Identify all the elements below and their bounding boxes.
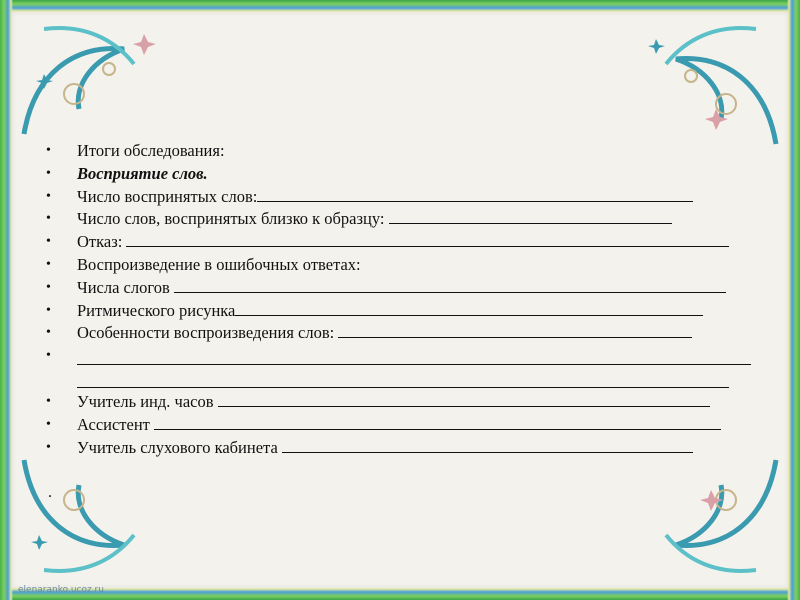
- list-item: • Отказ:: [40, 231, 760, 254]
- list-item: [40, 345, 760, 391]
- list-item: • Число слов, воспринятых близко к образцу:: [40, 208, 760, 231]
- list-item: • Ассистент: [40, 414, 760, 437]
- list-item: • Числа слогов: [40, 277, 760, 300]
- corner-ornament-top-left: [14, 14, 184, 154]
- list-item: • Ритмического рисунка: [40, 300, 760, 323]
- list-item: • Учитель инд. часов: [40, 391, 760, 414]
- list-item: • Число воспринятых слов:: [40, 186, 760, 209]
- list-item: • Воспроизведение в ошибочных ответах:: [40, 254, 760, 277]
- list-item: • Особенности воспроизведения слов:: [40, 322, 760, 345]
- list-item: • Учитель слухового кабинета: [40, 437, 760, 460]
- list-item: • Восприятие слов.: [40, 163, 760, 186]
- list-item: • Итоги обследования:: [40, 140, 760, 163]
- survey-results-list: [40, 140, 760, 460]
- trailing-dot: .: [48, 484, 52, 501]
- corner-ornament-bottom-left: [14, 440, 184, 586]
- footer-credit: elenaranko.ucoz.ru: [18, 585, 104, 595]
- corner-ornament-bottom-right: [616, 440, 786, 586]
